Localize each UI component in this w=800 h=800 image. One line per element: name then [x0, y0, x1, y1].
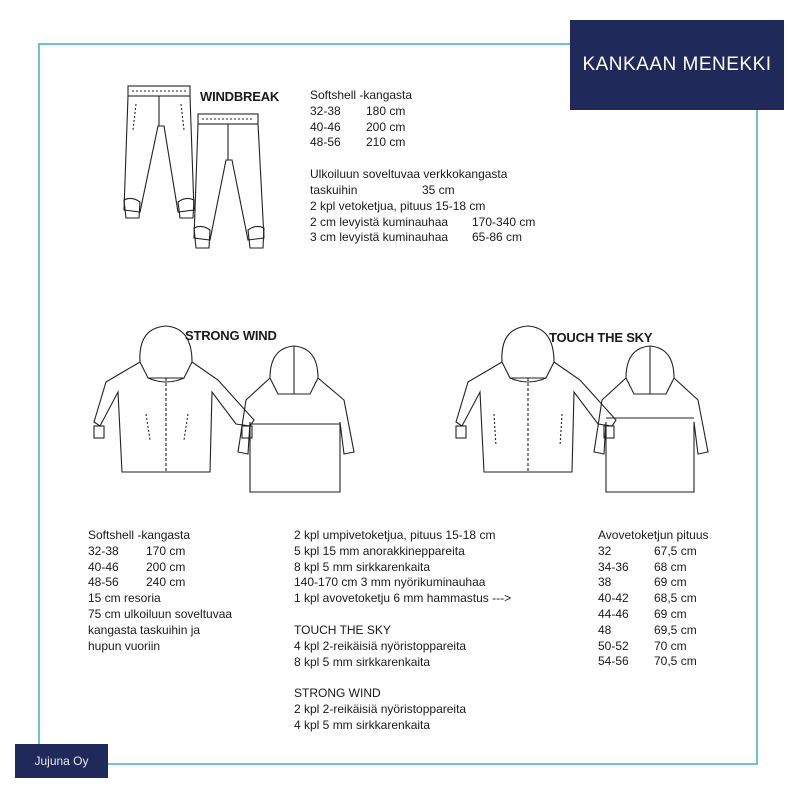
section-title: TOUCH THE SKY [294, 622, 391, 637]
list-item-text: 2 cm levyistä kuminauhaa [310, 214, 449, 229]
size-cell: 48 [598, 622, 612, 637]
table-row [598, 575, 709, 591]
size-cell: 48-56 [88, 575, 119, 590]
list-item-amount: 65-86 cm [472, 230, 523, 245]
list-item: 75 cm ulkoiluun soveltuvaa [88, 606, 233, 621]
list-item: kangasta taskuihin ja [88, 622, 201, 637]
list-item: 8 kpl 5 mm sirkkarenkaita [294, 559, 431, 574]
jacket-fabric-title: Softshell -kangasta [88, 528, 191, 542]
amount-cell: 170 cm [146, 543, 186, 558]
jacket-back-drawing [236, 342, 366, 498]
windbreak-fabric-block [310, 88, 535, 246]
list-item: 4 kpl 5 mm sirkkarenkaita [294, 717, 431, 732]
table-row [88, 575, 232, 591]
size-cell: 48-56 [310, 135, 341, 150]
amount-cell: 180 cm [366, 103, 406, 118]
length-cell: 68 cm [654, 559, 687, 574]
list-item [310, 230, 535, 246]
table-row [310, 104, 535, 120]
size-cell: 34-36 [598, 559, 629, 574]
amount-cell: 240 cm [146, 575, 186, 590]
size-cell: 32 [598, 543, 612, 558]
size-cell: 50-52 [598, 638, 629, 653]
pants-back-drawing [190, 108, 272, 258]
list-item-text: taskuihin [310, 182, 358, 197]
list-item [310, 215, 535, 231]
list-item: 8 kpl 5 mm sirkkarenkaita [294, 654, 431, 669]
windbreak-fabric-title: Softshell -kangasta [310, 88, 413, 102]
size-cell: 32-38 [310, 103, 341, 118]
table-row [598, 591, 709, 607]
zipper-length-table [598, 528, 709, 670]
amount-cell: 210 cm [366, 135, 406, 150]
table-row [598, 544, 709, 560]
table-row [598, 654, 709, 670]
size-cell: 38 [598, 575, 612, 590]
size-cell: 40-46 [310, 119, 341, 134]
list-item [310, 183, 535, 199]
table-row [598, 607, 709, 623]
list-item-text: 3 cm levyistä kuminauhaa [310, 230, 449, 245]
size-cell: 54-56 [598, 654, 629, 669]
length-cell: 69 cm [654, 606, 687, 621]
length-cell: 70 cm [654, 638, 687, 653]
list-item: hupun vuoriin [88, 638, 161, 653]
list-item: 2 kpl vetoketjua, pituus 15-18 cm [310, 198, 486, 213]
amount-cell: 200 cm [146, 559, 186, 574]
size-cell: 40-42 [598, 591, 629, 606]
size-cell: 40-46 [88, 559, 119, 574]
amount-cell: 200 cm [366, 119, 406, 134]
table-row [598, 639, 709, 655]
table-row [598, 560, 709, 576]
size-cell: 32-38 [88, 543, 119, 558]
length-cell: 67,5 cm [654, 543, 697, 558]
table-row [310, 120, 535, 136]
jacket-notions-block [294, 528, 511, 734]
length-cell: 68,5 cm [654, 591, 697, 606]
windbreak-label: WINDBREAK [200, 89, 280, 104]
list-item: 140-170 cm 3 mm nyörikuminauhaa [294, 575, 486, 590]
section-title: STRONG WIND [294, 686, 381, 701]
touch-the-sky-label: TOUCH THE SKY [549, 330, 653, 345]
list-item: 1 kpl avovetoketju 6 mm hammastus ---> [294, 591, 512, 606]
list-item: 2 kpl umpivetoketjua, pituus 15-18 cm [294, 528, 496, 542]
list-item: 15 cm resoria [88, 591, 161, 606]
jacket-back-drawing [594, 342, 724, 498]
length-cell: 69,5 cm [654, 622, 697, 637]
list-item: 2 kpl 2-reikäisiä nyöristoppareita [294, 702, 467, 717]
list-item: Ulkoiluun soveltuvaa verkkokangasta [310, 167, 508, 182]
list-item-amount: 170-340 cm [472, 214, 536, 229]
zipper-table-title: Avovetoketjun pituus [598, 528, 709, 542]
length-cell: 69 cm [654, 575, 687, 590]
length-cell: 70,5 cm [654, 654, 697, 669]
list-item: 5 kpl 15 mm anorakkineppareita [294, 543, 465, 558]
page-title: KANKAAN MENEKKI [570, 20, 784, 110]
list-item: 4 kpl 2-reikäisiä nyöristoppareita [294, 638, 467, 653]
list-item-amount: 35 cm [422, 182, 455, 197]
table-row [598, 623, 709, 639]
table-row [310, 135, 535, 151]
table-row [88, 560, 232, 576]
brand-badge: Jujuna Oy [15, 744, 108, 778]
table-row [88, 544, 232, 560]
size-cell: 44-46 [598, 606, 629, 621]
jacket-fabric-block [88, 528, 232, 654]
strong-wind-label: STRONG WIND [185, 328, 277, 343]
